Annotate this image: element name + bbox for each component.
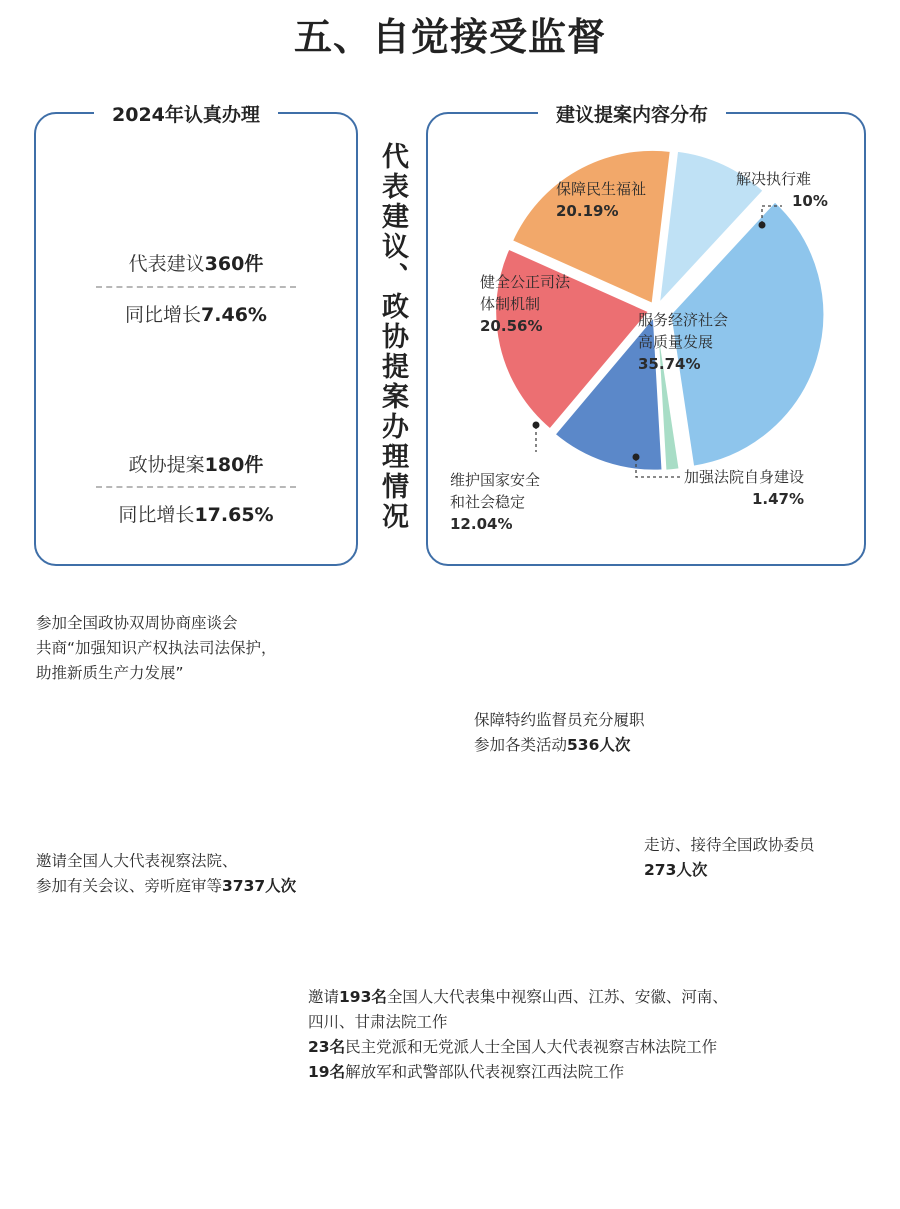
proposal-count: 360件: [204, 253, 264, 275]
note-cppcc-forum: [36, 611, 277, 686]
slice-value: 10%: [792, 192, 828, 210]
slice-name: 高质量发展: [638, 333, 714, 351]
note-text: 全国人大代表集中视察山西、江苏、安徽、河南、: [386, 988, 728, 1006]
note-number: 193名: [339, 988, 387, 1006]
note-text: 解放军和武警部队代表视察江西法院工作: [345, 1063, 625, 1081]
note-line: [36, 874, 296, 899]
slice-value: 35.74%: [638, 355, 701, 373]
leader-dot-court-building: [633, 454, 640, 461]
cppcc-count: 180件: [204, 454, 264, 476]
note-line: [474, 733, 645, 758]
content-distribution-panel: [426, 104, 866, 566]
annual-stats-heading: 2024年认真办理: [94, 100, 278, 127]
cppcc-growth-label: 同比增长: [118, 504, 195, 526]
proposal-growth-value: 7.46%: [201, 304, 267, 326]
slice-name: 体制机制: [480, 295, 541, 313]
chart-title: 建议提案内容分布: [538, 100, 726, 127]
note-number: 19名: [308, 1063, 346, 1081]
leader-dot-enforcement: [759, 222, 766, 229]
divider: [96, 286, 296, 288]
note-npc-inspection: [36, 849, 296, 899]
note-text: 民主党派和无党派人士全国人大代表视察吉林法院工作: [345, 1038, 718, 1056]
note-line: [308, 1035, 728, 1060]
proposal-growth-label: 同比增长: [125, 304, 202, 326]
note-line: [308, 985, 728, 1010]
note-number: 3737人次: [222, 877, 297, 895]
note-line: 走访、接待全国政协委员: [644, 836, 815, 854]
slice-label-judicial-reform: [480, 271, 570, 337]
slice-label-enforcement: [736, 168, 828, 212]
note-line: 四川、甘肃法院工作: [308, 1013, 448, 1031]
slice-name: 服务经济社会: [638, 311, 729, 329]
note-line: [308, 1060, 728, 1085]
note-line: 参加全国政协双周协商座谈会: [36, 614, 238, 632]
note-line: 助推新质生产力发展”: [36, 664, 184, 682]
slice-name: 保障民生福祉: [556, 180, 647, 198]
proposal-growth-line: [36, 300, 356, 327]
vertical-section-title: 代表建议、政协提案办理情况: [377, 142, 408, 532]
leader-dot-security: [533, 422, 540, 429]
slice-label-court-building: [684, 466, 804, 510]
note-line: [644, 858, 815, 883]
proposal-label: 代表建议: [128, 253, 205, 275]
note-line: 保障特约监督员充分履职: [474, 711, 645, 729]
cppcc-count-line: [36, 450, 356, 477]
cppcc-label: 政协提案: [128, 454, 205, 476]
note-number: 23名: [308, 1038, 346, 1056]
note-number: 273人次: [644, 861, 708, 879]
annual-stats-panel: [34, 104, 358, 566]
note-supervisors: [474, 708, 645, 758]
slice-value: 20.19%: [556, 202, 619, 220]
slice-name: 维护国家安全: [450, 471, 541, 489]
note-line: 共商“加强知识产权执法司法保护，: [36, 639, 277, 657]
slice-name: 加强法院自身建设: [684, 468, 805, 486]
slice-name: 解决执行难: [736, 170, 812, 188]
page-title: 五、自觉接受监督: [293, 15, 606, 59]
cppcc-growth-value: 17.65%: [194, 504, 274, 526]
slice-value: 12.04%: [450, 515, 513, 533]
divider: [96, 486, 296, 488]
slice-label-security: [450, 469, 540, 535]
slice-value: 1.47%: [751, 490, 805, 508]
proposal-count-line: [36, 249, 356, 276]
slice-name: 和社会稳定: [450, 493, 526, 511]
note-text: 参加有关会议、旁听庭审等: [36, 877, 223, 895]
note-inspections: [308, 985, 728, 1085]
slice-name: 健全公正司法: [480, 273, 571, 291]
note-text: 参加各类活动: [474, 736, 568, 754]
note-line: 邀请全国人大代表视察法院、: [36, 852, 238, 870]
slice-label-livelihood: [556, 178, 646, 222]
slice-value: 20.56%: [480, 317, 543, 335]
note-text: 邀请: [308, 988, 340, 1006]
cppcc-growth-line: [36, 500, 356, 527]
note-number: 536人次: [567, 736, 631, 754]
slice-label-economy: [638, 309, 728, 375]
note-cppcc-visit: [644, 833, 815, 883]
